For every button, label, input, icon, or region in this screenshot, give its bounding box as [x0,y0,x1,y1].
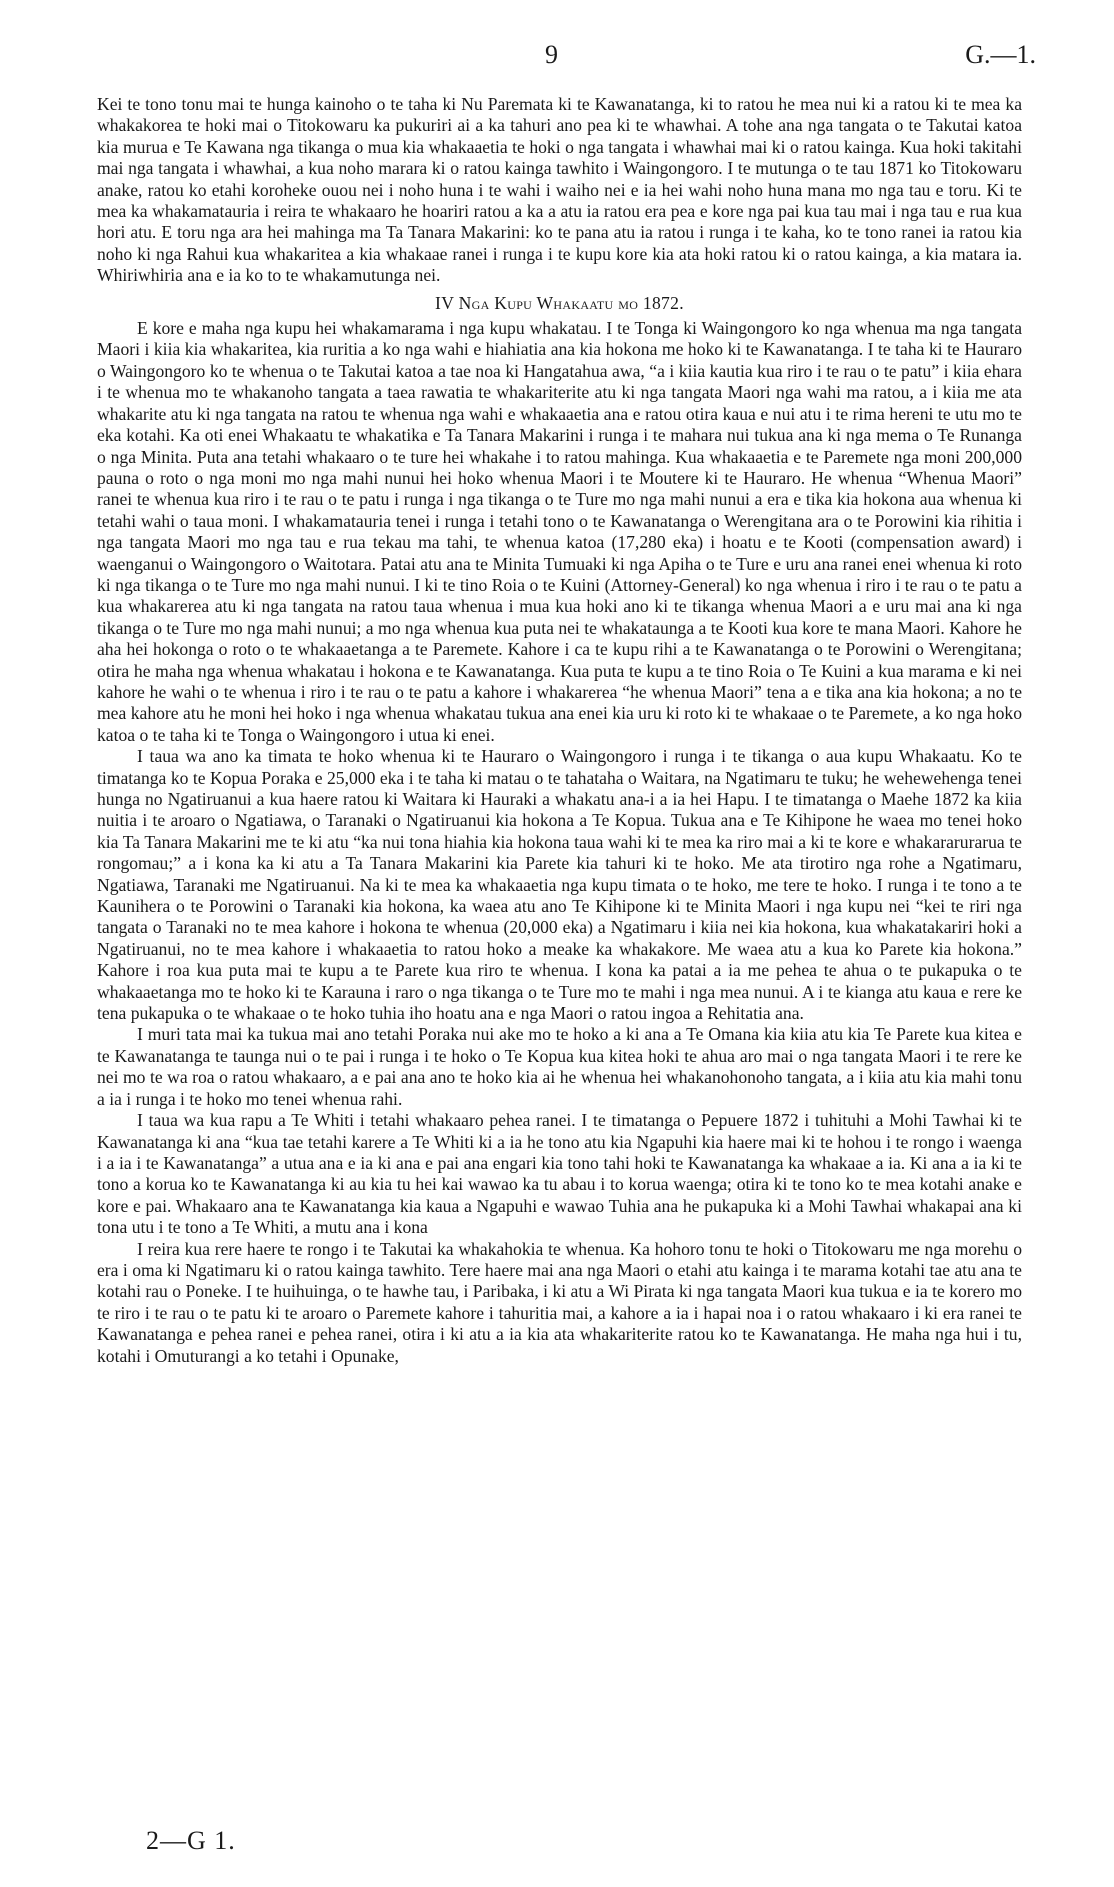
paragraph-5: I taua wa kua rapu a Te Whiti i tetahi whakaaro pehea ranei. I te timatanga o Pepuere 1872 i tuhituhi a Mohi Tawhai ki te Kawanatanga ki ana “kua tae tetahi karere a Te Whiti ki a ia he tono atu kia Ngapuhi kia haere mai ki te hohou i te rongo i waenga i a ia i te Kawanatanga” a utua ana e ia ki ana e pai ana engari kia tono tahi hoki te Kawanatanga ka whakaae a ia. Ki ana a ia ki te tono a korua ko te Kawanatanga ki au kia tu hei kai wawao ka tu abau i to korua waenga; otira ki te tono ko te mea kotahi anake e kore e pai. Whakaaro ana te Kawanatanga kia kaua a Ngapuhi e wawao Tuhia ana he pukapuka ki a Mohi Tawhai whakapai ana ki tona utu i te tono a Te Whiti, a mutu ana i kona [97,1110,1022,1238]
document-reference: G.—1. [965,40,1036,69]
page-number: 9 [545,40,558,69]
section-numeral: IV [435,292,454,313]
paragraph-3: I taua wa ano ka timata te hoko whenua ki te Hauraro o Waingongoro i runga i te tikanga o aua kupu Whakaatu. Ko te timatanga ko te Kopua Poraka e 25,000 eka i te taha ki matau o te tahataha o Waitara, na Ngatimaru te tuku; he wehewehenga tenei hunga no Ngatiruanui a kua haere ratou ki Waitara ki Hauraki a whakatu ana-i a ia hei Hapu. I te timatanga o Maehe 1872 ka kiia nuitia i te aroaro o Ngatiawa, o Taranaki o Ngatiruanui kia hokona a Te Kopua. Tukua ana e Te Kihipone he waea mo tenei hoko kia Ta Tanara Makarini me te ki atu “ka nui tona hiahia kia hokona taua wahi ki te mea ka riro mai a ki te kore e whakararurarua te rongomau;” a i kona ka ki atu a Ta Tanara Makarini kia Parete kia tahuri ki te hoko. Me ata tirotiro nga rohe a Ngatimaru, Ngatiawa, Taranaki me Ngatiruanui. Na ki te mea ka whakaaetia nga kupu timata o te hoko, me tere te hoko. I runga i te tono a te Kaunihera o te Porowini o Taranaki kia hokona, ka waea atu ano Te Kihipone ki te Minita Maori i nga kupu nei “kei te riri nga tangata o Taranaki no te mea kahore i hokona te whenua (20,000 eka) a Ngatimaru i kiia nei kia hokona, kua whakatakariri hoki a Ngatiruanui, no te mea kahore i whakaaetia to ratou hoko a meake ka whakakore. Me waea atu a kua ko Parete kia hokona.” Kahore i roa kua puta mai te kupu a te Parete kua riro te whenua. I kona ka patai a ia me pehea te ahua o te pukapuka o te whakaaetanga mo te hoko ki te Karauna i raro o nga tikanga o te Ture mo te mahi i nga mea nunui. A i te kianga atu kaua e rere ke tena pukapuka o te whakaae o te hoko tuhia iho hoatu ana e nga Maori o ratou ingoa a Rehitatia ana. [97,746,1022,1024]
printer-signature: 2—G 1. [146,1826,236,1855]
body-text [97,94,1022,1367]
paragraph-1: Kei te tono tonu mai te hunga kainoho o te taha ki Nu Paremata ki te Kawanatanga, ki to ratou he mea nui ki a ratou ki te mea ka whakakorea te hoki mai o Titokowaru ka pukuriri ai a ka tahuri ano pea ki te whawhai. A tohe ana nga tangata o te Takutai katoa kia murua e Te Kawana nga tikanga o mua kia whakaaetia te hoki o nga tangata i whawhai mai ki o ratou kainga. Kua hoki takitahi mai nga tangata i whawhai, a kua noho marara ki o ratou kainga tawhito i Waingongoro. I te mutunga o te tau 1871 ko Titokowaru anake, ratou ko etahi koroheke ouou nei i noho huna i te wahi i waiho nei e ia hei wahi noho huna mana mo nga tau e toru. Ki te mea ka whakamatauria i reira te whakaaro he hoariri ratou a ka a atu ia ratou era pea e kore nga pai kua tau mai i nga tau e rua kua hori atu. E toru nga ara hei mahinga ma Ta Tanara Makarini: ko te pana atu ia ratou i runga i te kaha, ko te tono ranei ia ratou kia noho ki nga Rahui kua whakaritea a kia whakaae ranei i runga i te kupu kore kia ata hoki ratou ki o ratou kainga, a kia matara ia. Whiriwhiria ana e ia ko to te whakamutunga nei. [97,94,1022,286]
paragraph-2: E kore e maha nga kupu hei whakamarama i nga kupu whakatau. I te Tonga ki Waingongoro ko nga whenua ma nga tangata Maori i kiia kia whakaritea, kia ruritia a ko nga wahi e hiahiatia ana kia hokona me hoko ki te Kawanatanga. I te taha ki te Hauraro o Waingongoro ko te whenua o te Takutai katoa a tae noa ki Hangatahua awa, “a i kiia kautia kua riro i te rau o te patu” i kiia ehara i te whenua mo te whakanoho tangata a taea rawatia te whakariterite atu ki nga tangata Maori nga wahi ma ratou, a i kiia me ata whakarite atu ki nga tangata na ratou te whenua nga wahi e whakaaetia ana e ratou otira kaua e nui atu i te rima hereni te utu mo te eka kotahi. Ka oti enei Whakaatu te whakatika e Ta Tanara Makarini i runga i te mahara nui tukua ana ki nga mema o Te Runanga o nga Minita. Puta ana tetahi whakaaro o te ture hei whakahe i to ratou mahinga. Kua whakaaetia e te Paremete nga moni 200,000 pauna o roto o nga moni mo nga mahi nunui hei hoko whenua Maori i te Moutere ki te Hauraro. He whenua “Whenua Maori” ranei te whenua kua riro i te rau o te patu i runga i nga tikanga o te Ture mo nga mahi nunui a era e tika kia hokona aua whenua ki tetahi wahi o taua moni. I whakamatauria tenei i runga i tetahi tono o te Kawanatanga o Werengitana ara o te Porowini kia rihitia i nga tangata Maori mo nga tau e rua tekau ma tahi, te whenua katoa (17,280 eka) i hoatu e te Kooti (compensation award) i waenganui o Waingongoro o Waitotara. Patai atu ana te Minita Tumuaki ki nga Apiha o te Ture e uru ana ranei enei whenua ki roto ki nga tikanga o te Ture mo nga mahi nunui. I ki te tino Roia o te Kuini (Attorney-General) ko nga whenua i riro i te rau o te patu a kua whakarerea atu ki nga tangata na ratou taua whenua i mua kua hoki ano ki te tikanga whenua Maori a e uru mai ana ki nga tikanga o te Ture mo nga mahi nunui; a mo nga whenua kua puta nei te whakataunga a te Kooti kua kore te mana Maori. Kahore he aha hei hokonga o roto o te whakaaetanga a te Paremete. Kahore i ca te kupu rihi a te Kawanatanga o te Porowini o Werengitana; otira he maha nga whenua whakatau i hokona e te Kawanatanga. Kua puta te kupu a te tino Roia o Te Kuini a kua marama e ki nei kahore he wahi o te whenua i riro i te rau o te patu a kahore i whakarerea “he whenua Maori” tena a e tika ana kia hokona; a no te mea kahore atu he moni hei hoko i nga whenua whakatau tukua ana enei kia uru ki roto ki te whakaae o te Paremete, a ko nga hoko katoa o te taha ki te Tonga o Waingongoro i utua ki enei. [97,318,1022,745]
paragraph-4: I muri tata mai ka tukua mai ano tetahi Poraka nui ake mo te hoko a ki ana a Te Omana kia kiia atu kia Te Parete kua kitea e te Kawanatanga te taunga nui o te pai i runga i te hoko o Te Kopua kua kitea hoki te ahua aro mai o nga tangata Maori i te rere ke nei mo te wa roa o ratou whakaaro, a e pai ana ano te hoko kia ai he whenua hei whakanohonoho tangata, a i kiia atu kia mahi tonu a ia i runga i te hoko mo tenei whenua rahi. [97,1024,1022,1109]
paragraph-6: I reira kua rere haere te rongo i te Takutai ka whakahokia te whenua. Ka hohoro tonu te hoki o Titokowaru me nga morehu o era i oma ki Ngatimaru ki o ratou kainga tawhito. Tere haere mai ana nga Maori o etahi atu kainga i te marama kotahi tae atu ana te kotahi rau o Poneke. I te huihuinga, o te hawhe tau, i Paribaka, i ki atu a Wi Pirata ki nga tangata Maori kua tukua e ia te korero mo te riro i te rau o te patu ki te aroaro o Paremete kahore i tahuritia mai, a kahore a ia i hapai noa i o ratou whakaaro i ki era ranei te Kawanatanga e pehea ranei e pehea ranei, otira i ki atu a ia kia ata whakariterite ratou ko te Kawanatanga. He maha nga hui i tu, kotahi i Omuturangi a ko tetahi i Opunake, [97,1238,1022,1366]
section-heading [97,293,1022,314]
section-title: Nga Kupu Whakaatu mo 1872. [458,292,684,313]
